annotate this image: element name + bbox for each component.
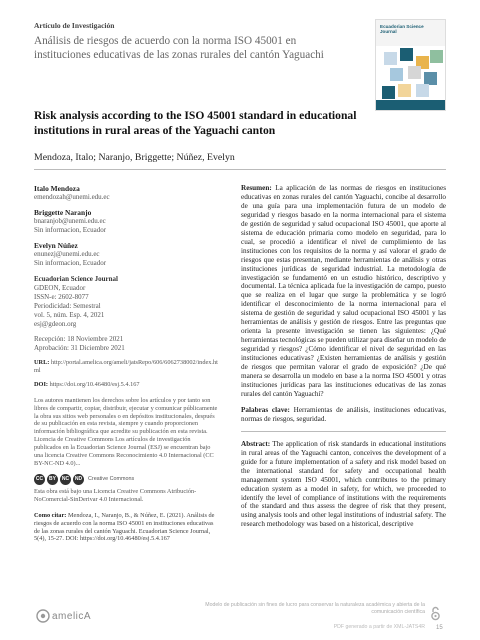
resumen-text: La aplicación de las normas de riesgos en instituciones educativas en zonas rurales del cantón Yaguachi, concibe al desarrollo de una guía para una implementación futura de un modelo de seguridad y riesgos basado en la norma internacional para el sistema de gestión de seguridad y salud ocupacional ISO 45001, que aporte al sistema de educación primaria como modelo en seguridad, para lo cual, se procedió a identificar el nivel de cumplimiento de las instituciones con los requisitos de la norma y así valorar el grado de riesgos que estas presentan, mediante herramientas de análisis y otras instituciones jurídicas de seguridad industrial. La metodología de investigación se fundamentó en un estudio histórico, descriptivo y documental. La técnica aplicada fue la investigación de campo, puesto que se realiza en el lugar que surge la problemática y se logró identificar el desconocimiento de la norma internacional para el sistema de gestión de seguridad y salud ocupacional ISO 45001 y las herramientas de análisis y gestión de riesgos. Entre las preguntas que orienta la presente investigación se tienen las siguientes: ¿Qué herramientas tecnológicas se pueden utilizar para diseñar un modelo de seguridad y riesgos? ¿Cómo identificar el nivel de seguridad en las instituciones educativas? ¿Existen herramientas de análisis y gestión de riesgos que permitan valorar el grado de exposición? ¿De qué manera se desarrolla un modelo en base a la norma ISO 45001 y otras instituciones jurídicas para las instituciones educativas de las zonas rurales del cantón Yaguachi? — [241, 184, 446, 398]
title-english: Risk analysis according to the ISO 45001 standard in educational institutions in rural areas of the Yaguachi canton — [34, 109, 357, 137]
author-name: Evelyn Núñez — [34, 241, 78, 250]
author-email[interactable]: emendozah@unemi.edu.ec — [34, 193, 110, 201]
page-footer — [0, 597, 480, 640]
title-spanish: Análisis de riesgos de acuerdo con la norma ISO 45001 en instituciones educativas de las zonas rurales del cantón Yaguachi — [34, 35, 324, 61]
metadata-column — [34, 184, 219, 543]
author-name: Briggette Naranjo — [34, 208, 92, 217]
url-block — [34, 359, 219, 375]
open-access-icon — [430, 606, 441, 621]
cc-badge[interactable] — [34, 474, 219, 485]
keywords-es-paragraph — [241, 406, 446, 424]
url-link[interactable]: http://portal.amelica.org/ameli/jatsRepo/606/6062738002/index.html — [34, 359, 218, 374]
journal-periodicity: Periodicidad: Semestral — [34, 302, 101, 310]
author-block — [34, 184, 219, 268]
cc-nd-icon: ND — [73, 474, 84, 485]
journal-publisher: GDEON, Ecuador — [34, 284, 86, 292]
cover-bar — [376, 100, 445, 110]
cover-square — [416, 84, 429, 97]
journal-email[interactable]: esj@gdeon.org — [34, 320, 77, 328]
cc-by-icon: BY — [47, 474, 58, 485]
author-email[interactable]: bnaranjob@unemi.edu.ec — [34, 217, 106, 225]
authors-line: Mendoza, Italo; Naranjo, Briggette; Núñez, Evelyn — [34, 152, 235, 163]
url-label: URL: — [34, 359, 50, 366]
cover-square — [408, 66, 421, 79]
footer-note: Modelo de publicación sin fines de lucro para conservar la naturaleza académica y abierta de la comunicación científica — [205, 602, 425, 615]
doi-label: DOI: — [34, 380, 48, 388]
journal-issn: ISSN-e: 2602-8077 — [34, 293, 89, 301]
abstract-label: Abstract: — [241, 439, 271, 448]
article-type: Artículo de Investigación — [34, 21, 115, 30]
author-name: Italo Mendoza — [34, 184, 80, 193]
cover-square — [384, 52, 397, 65]
author-affiliation: Sin informacion, Ecuador — [34, 259, 107, 267]
footer-generated-note: PDF generado a partir de XML-JATS4R — [333, 624, 425, 630]
resumen-label: Resumen: — [241, 184, 272, 192]
abstract-text: The application of risk standards in educational institutions in rural areas of the Yaguachi canton, conceives the development of a guide for a future implementation of a safety and risk model based on the international standard for safety and occupational health management system ISO 45001, which contributes to the primary education system as a model in safety, for which, we proceeded to identify the level of compliance of institutions with the requirements of the standard and thus assess the degree of risk that they present, using analysis tools and other legal institutions of industrial safety. The research methodology was based on a historical, descriptive — [241, 439, 446, 529]
header-divider — [34, 169, 446, 170]
citation-label: Como citar: — [34, 511, 67, 519]
approved-date: Aprobación: 31 Diciembre 2021 — [34, 344, 125, 352]
abstract-divider — [241, 431, 446, 432]
keywords-es-text: Herramientas de análisis, instituciones educativas, normas de riesgos, seguridad. — [241, 405, 446, 423]
doi-block — [34, 381, 219, 389]
cover-square — [398, 84, 411, 97]
citation-text: Mendoza, I., Naranjo, B., & Núñez, E. (2021). Análisis de riesgos de acuerdo con la norma ISO 45001 en instituciones educativas de las zonas rurales del cantón Yaguachi. Ecuadorian Science Journal, 5(4), 15-27. DOI: https://doi.org/10.46480/esj.5.4.167 — [34, 511, 215, 543]
abstract-paragraph — [241, 440, 446, 530]
journal-volume: vol. 5, núm. Esp. 4, 2021 — [34, 311, 105, 319]
cover-square — [382, 86, 395, 99]
abstract-column — [241, 184, 446, 536]
amelica-logo-text: amelicA — [52, 611, 92, 622]
cover-pattern — [376, 46, 445, 102]
cc-label: Creative Commons — [88, 475, 135, 482]
keywords-es-label: Palabras clave: — [241, 405, 290, 414]
license-text: Los autores mantienen los derechos sobre los artículos y por tanto son libres de compartir, copiar, distribuir, ejecutar y comunicar públicamente la obra sus sitios web personales o en depósitos institucionales, después de su publicación en esta revista, siempre y cuando proporcionen información bibliográfica que acredite su publicación en esta revista. Licencia de Creative Commons Los artículos de investigación publicados en la Ecuadorian Science Journal (ESJ) se encuentran bajo una licencia Creative Commons Reconocimiento 4.0 Internacional (CC BY-NC-ND 4.0)... — [34, 396, 218, 467]
cover-square — [390, 68, 403, 81]
cover-square — [400, 48, 413, 61]
cc-icon: CC — [34, 474, 45, 485]
cover-square — [430, 50, 443, 63]
cc-note: Esta obra está bajo una Licencia Creative Commons Atribución-NoComercial-SinDerivar 4.0 Internacional. — [34, 487, 197, 503]
received-date: Recepción: 18 Noviembre 2021 — [34, 335, 124, 343]
cc-nc-icon: NC — [60, 474, 71, 485]
citation — [34, 512, 219, 544]
doi-link[interactable]: https://doi.org/10.46480/esj.5.4.167 — [49, 380, 140, 388]
author-affiliation: Sin informacion, Ecuador — [34, 226, 107, 234]
author-email[interactable]: enunezj@unemi.edu.ec — [34, 250, 100, 258]
amelica-logo-icon — [36, 609, 50, 623]
resumen-paragraph — [241, 184, 446, 399]
cover-title: Ecuadorian Science Journal — [380, 24, 424, 35]
journal-name: Ecuadorian Science Journal — [34, 275, 119, 283]
journal-cover-thumbnail[interactable] — [375, 19, 446, 111]
page-number: 15 — [436, 625, 443, 631]
